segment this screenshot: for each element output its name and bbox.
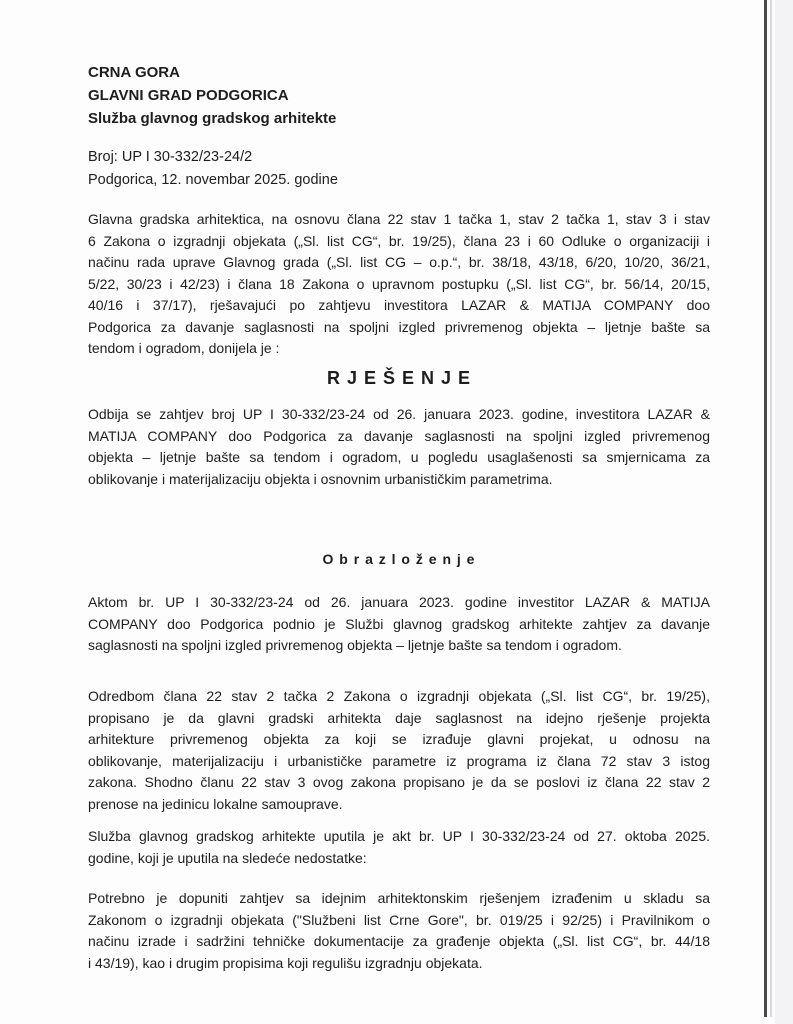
text-line: načinu rada uprave Glavnog grada („Sl. list CG – o.p.“, br. 38/18, 43/18, 6/20, 10/20, 36/21, (88, 254, 710, 270)
text-line: MATIJA COMPANY doo Podgorica za davanje saglasnosti na spoljni izgled privremenog (88, 427, 710, 444)
text-line: saglasnosti na spoljni izgled privremenog objekta – ljetnje bašte sa tendom i ogradom. (88, 637, 622, 653)
reasoning-title: O b r a z l o ž e n j e (322, 551, 476, 567)
page-margin (775, 0, 793, 1024)
page-edge-shadow (764, 0, 767, 1017)
page-edge-line (770, 0, 772, 1017)
text-line: godine, koji je uputila na sledeće nedostatke: (88, 849, 367, 866)
reasoning-paragraph-4 (88, 888, 710, 974)
text-line: Podgorica za davanje saglasnosti na spoljni izgled privremenog objekta – ljetnje bašte sa (88, 318, 710, 335)
text-line: Potrebno je dopuniti zahtjev sa idejnim arhitektonskim rješenjem izrađenim u skladu sa (88, 890, 710, 906)
text-line: Služba glavnog gradskog arhitekte uputila je akt br. UP I 30-332/23-24 od 27. oktoba 2025. (88, 828, 710, 844)
text-line: 40/16 i 37/17), rješavajući po zahtjevu investitora LAZAR & MATIJA COMPANY doo (88, 297, 710, 313)
text-line: tendom i ogradom, donijela je : (88, 340, 280, 356)
text-line: 6 Zakona o izgradnji objekata („Sl. list CG“, br. 19/25), člana 23 i 60 Odluke o organizaciji i (88, 232, 710, 249)
text-line: COMPANY doo Podgorica podnio je Službi glavnog gradskog arhitekte zahtjev za davanje (88, 615, 710, 632)
intro-paragraph (88, 209, 710, 360)
document-date: Podgorica, 12. novembar 2025. godine (88, 172, 338, 188)
text-line: objekta – ljetnje bašte sa tendom i ogradom, u pogledu usaglašenosti sa smjernicama za (88, 449, 710, 465)
text-line: Aktom br. UP I 30-332/23-24 od 26. januara 2023. godine investitor LAZAR & MATIJA (88, 594, 710, 610)
text-line: Glavna gradska arhitektica, na osnovu člana 22 stav 1 tačka 1, stav 2 tačka 1, stav 3 i stav (88, 211, 710, 227)
reasoning-paragraph-1 (88, 592, 710, 657)
text-line: Zakonom o izgradnji objekata ("Službeni list Crne Gore", br. 019/25 i 92/25) i Pravilnikom o (88, 911, 710, 928)
office-name: Služba glavnog gradskog arhitekte (88, 110, 337, 127)
text-line: oblikovanje i materijalizaciju objekta i osnovnim urbanističkim parametrima. (88, 470, 553, 487)
document-number: Broj: UP I 30-332/23-24/2 (88, 149, 253, 165)
text-line: načinu izrade i sadržini tehničke dokumentacije za građenje objekta („Sl. list CG“, br. 44/18 (88, 933, 710, 949)
document-meta (88, 146, 710, 192)
text-line: Odredbom člana 22 stav 2 tačka 2 Zakona o izgradnji objekata („Sl. list CG“, br. 19/25), (88, 688, 710, 704)
text-line: Odbija se zahtjev broj UP I 30-332/23-24 od 26. januara 2023. godine, investitora LAZAR & (88, 406, 710, 422)
reasoning-paragraph-3 (88, 826, 710, 869)
text-line: oblikovanje, materijalizaciju i urbanističke parametre iz programa iz člana 72 stav 3 istog (88, 752, 710, 769)
country-name: CRNA GORA (88, 64, 180, 81)
letterhead (88, 61, 710, 130)
reasoning-paragraph-2 (88, 686, 710, 815)
text-line: 5/22, 30/23 i 42/23) i člana 18 Zakona o upravnom postupku („Sl. list CG“, br. 56/14, 20/15, (88, 275, 710, 292)
decision-title: R J E Š E N J E (326, 368, 472, 388)
text-line: zakona. Shodno članu 22 stav 3 ovog zakona propisano je da se poslovi iz člana 22 stav 2 (88, 774, 710, 790)
text-line: arhitekture privremenog objekta za koji se izrađuje glavni projekat, u odnosu na (88, 731, 710, 747)
decision-paragraph (88, 404, 710, 490)
text-line: prenose na jedinicu lokalne samouprave. (88, 795, 343, 812)
text-line: i 43/19), kao i drugim propisima koji regulišu izgradnju objekata. (88, 954, 483, 971)
city-name: GLAVNI GRAD PODGORICA (88, 87, 289, 104)
text-line: propisano je da glavni gradski arhitekta daje saglasnost na idejno rješenje projekta (88, 709, 710, 726)
